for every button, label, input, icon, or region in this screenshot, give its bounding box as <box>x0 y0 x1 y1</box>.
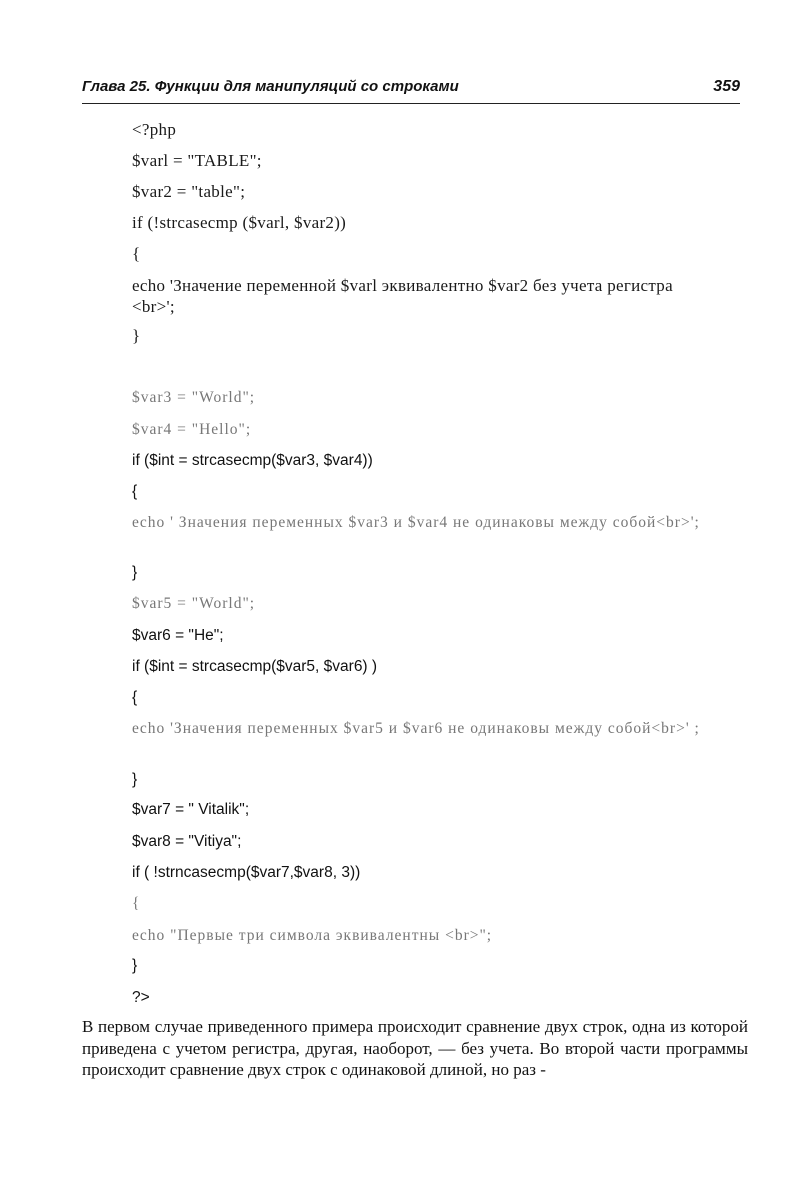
code-line: { <box>132 244 141 263</box>
code-line: } <box>132 326 141 345</box>
code-line: echo ' Значения переменных $var3 и $var4 не одинаковы между собой<br>'; <box>132 514 700 531</box>
code-line: echo 'Значение переменной $varl эквивалентно $var2 без учета регистра <br>'; <box>132 276 673 316</box>
code-line: if ($int = strcasecmp($var5, $var6) ) <box>132 658 378 675</box>
code-line: $var7 = " Vitalik"; <box>132 801 250 818</box>
code-line: } <box>132 957 138 974</box>
code-line: echo "Первые три символа эквивалентны <br>"; <box>132 927 493 944</box>
code-line: $var2 = "table"; <box>132 182 246 201</box>
code-line: $var6 = "He"; <box>132 627 224 644</box>
code-line: { <box>132 483 138 500</box>
code-line: $var4 = "Hello"; <box>132 421 252 438</box>
code-line: $varl = "TABLE"; <box>132 151 262 170</box>
code-line: } <box>132 564 138 581</box>
code-line: if ( !strncasecmp($var7,$var8, 3)) <box>132 864 361 881</box>
code-line: echo 'Значения переменных $var5 и $var6 не одинаковы между собой<br>' ; <box>132 720 700 737</box>
code-line: $var8 = "Vitiya"; <box>132 833 242 850</box>
code-line: } <box>132 771 138 788</box>
code-line: $var5 = "World"; <box>132 595 256 612</box>
code-line: <?php <box>132 120 177 139</box>
code-line: if ($int = strcasecmp($var3, $var4)) <box>132 452 373 469</box>
paragraph-text: В первом случае приведенного примера происходит сравнение двух строк, одна из которой приведена с учетом регистра, другая, наоборот, — без учета. Во второй части программы происходит сравнение двух строк с одинаковой длиной, но раз - <box>82 1017 748 1079</box>
code-line: { <box>132 689 138 706</box>
header-rule <box>82 103 740 104</box>
running-header <box>82 78 740 100</box>
page-number: 359 <box>713 78 740 95</box>
code-line: $var3 = "World"; <box>132 389 256 406</box>
code-line: ?> <box>132 989 150 1006</box>
chapter-title: Глава 25. Функции для манипуляций со строками <box>82 78 459 95</box>
code-line: if (!strcasecmp ($varl, $var2)) <box>132 213 347 232</box>
code-line: { <box>132 895 141 912</box>
body-paragraph <box>82 1016 748 1081</box>
